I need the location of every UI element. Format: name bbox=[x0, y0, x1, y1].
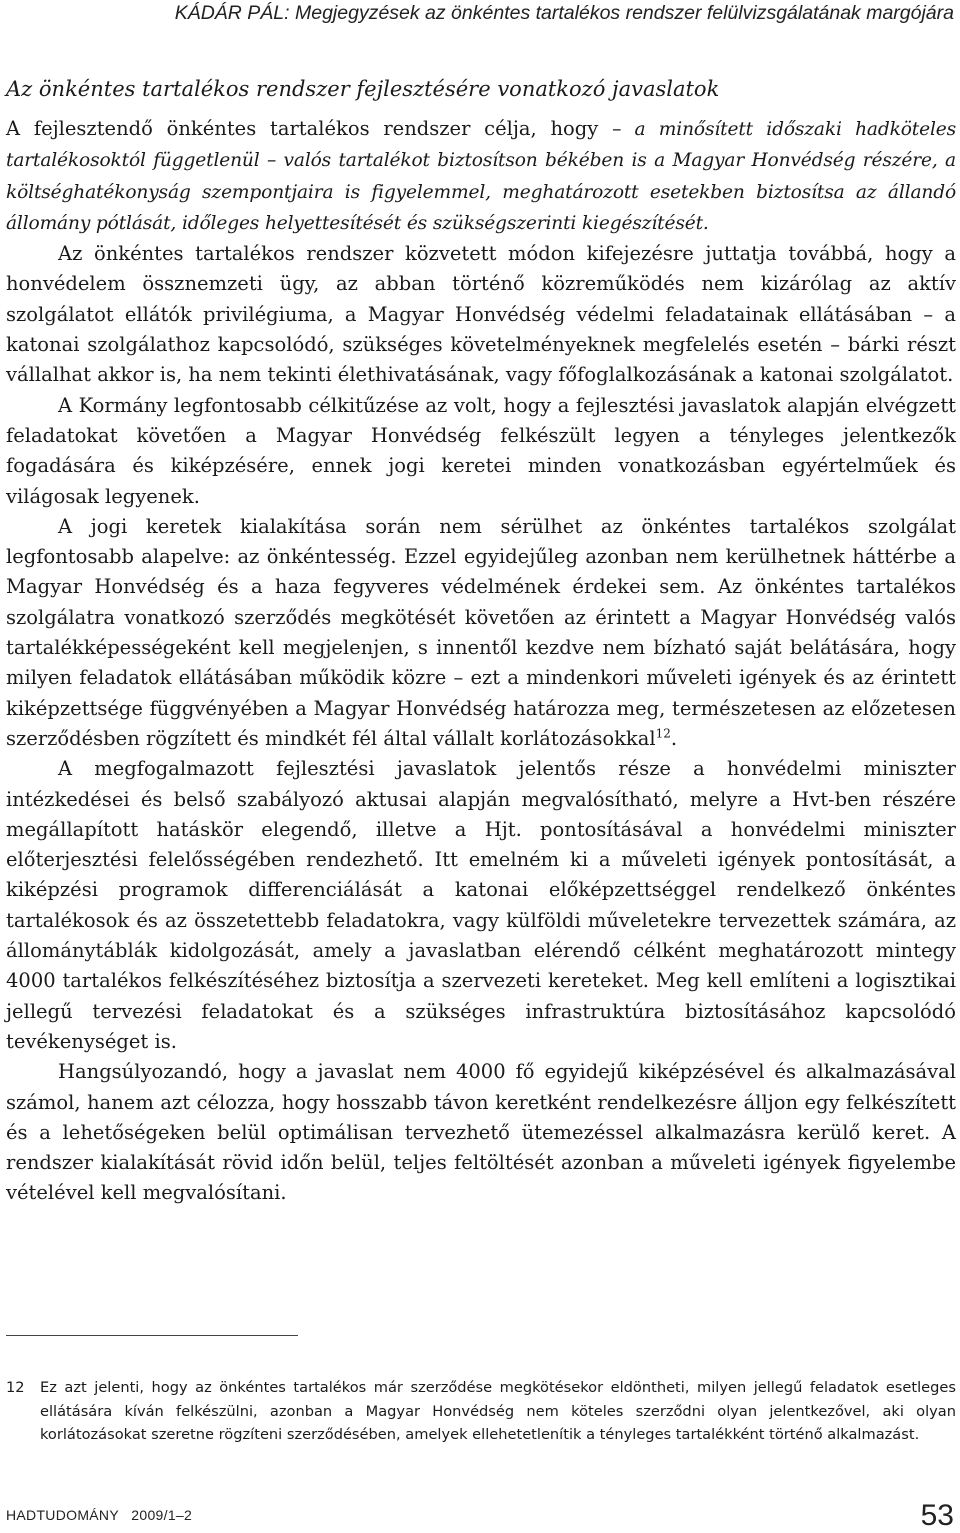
paragraph-3: A Kormány legfontosabb célkitűzése az volt, hogy a fejlesztési javaslatok alapján elvégzett feladatokat követően a Magyar Honvédség felkészült legyen a tényleges jelentkezők fogadására és kiképzésére, ennek jogi keretei minden vonatkozásban egyértelműek és világosak legyenek. bbox=[6, 393, 956, 508]
article-body bbox=[6, 74, 956, 1209]
paragraph-5: A megfogalmazott fejlesztési javaslatok jelentős része a honvédelmi miniszter intézkedései és belső szabályozó aktusai alapján megvalósítható, melyre a Hvt-ben részére megállapított hatáskör elegendő, illetve a Hjt. pontosításával a honvédelmi miniszter előterjesztési felelősségében rendezhető. Itt emelném ki a műveleti igények pontosítását, a kiképzési programok differenciálását a katonai előképzettséggel rendelkező önkéntes tartalékosok és az összetettebb feladatokra, vagy külföldi műveletekre tervezettek számára, az állománytáblák kidolgozását, amely a javaslatban elérendő célként meghatározott mintegy 4000 tartalékos felkészítéséhez biztosítja a szervezeti kereteket. Meg kell említeni a logisztikai jellegű tervezési feladatokat és a szükséges infrastruktúra biztosításához kapcsolódó tevékenységet is. bbox=[6, 757, 956, 1053]
footnote-divider bbox=[6, 1335, 298, 1336]
footnote-number: 12 bbox=[6, 1379, 25, 1396]
footnote-text: Ez azt jelenti, hogy az önkéntes tartalékos már szerződése megkötésekor eldöntheti, milyen jellegű feladatok esetleges ellátására kíván felkészülni, azonban a Magyar Honvédség nem köteles szerződni olyan jelentkezővel, aki olyan korlátozásokat szeretne rögzíteni szerződésében, amelyek ellehetetlenítik a tényleges tartalékként történő alkalmazást. bbox=[40, 1379, 956, 1443]
paragraph-1-lead: A fejlesztendő önkéntes tartalékos rendszer célja, hogy bbox=[6, 117, 613, 140]
paragraph-1-italic: – a minősített időszaki hadköteles tartalékosoktól függetlenül – valós tartalékot biztosítson békében is a Magyar Honvédség részére, a költséghatékonyság szempontjaira is figyelemmel, meghatározott esetekben biztosítsa az állandó állomány pótlását, időleges helyettesítését és szükségszerinti kiegészítését. bbox=[6, 119, 956, 234]
paragraph-6: Hangsúlyozandó, hogy a javaslat nem 4000 fő egyidejű kiképzésével és alkalmazásával számol, hanem azt célozza, hogy hosszabb távon keretként rendelkezésre álljon egy felkészített és a lehetőségeken belül optimálisan tervezhető ütemezéssel alkalmazásra kerülő keret. A rendszer kialakítását rövid időn belül, teljes feltöltését azonban a műveleti igények figyelembe vételével kell megvalósítani. bbox=[6, 1060, 956, 1205]
page-footer bbox=[6, 1487, 954, 1532]
paragraph-4-end: . bbox=[670, 726, 678, 750]
paragraph-4 bbox=[6, 512, 956, 754]
paragraph-2: Az önkéntes tartalékos rendszer közvetett módon kifejezésre juttatja továbbá, hogy a honvédelem össznemzeti ügy, az abban történő közreműködés nem kizárólag az aktív szolgálatot ellátók privilégiuma, a Magyar Honvédség védelmi feladatainak ellátásában – a katonai szolgálathoz kapcsolódó, szükséges követelményeknek megfelelés esetén – bárki részt vállalhat akkor is, ha nem tekinti élethivatásának, vagy főfoglalkozásának a katonai szolgálatot. bbox=[6, 242, 956, 387]
footnote-reference[interactable]: 12 bbox=[655, 726, 671, 741]
section-title: Az önkéntes tartalékos rendszer fejlesztésére vonatkozó javaslatok bbox=[6, 77, 720, 101]
running-head: KÁDÁR PÁL: Megjegyzések az önkéntes tartalékos rendszer felülvizsgálatának margójára bbox=[174, 2, 954, 24]
paragraph-1 bbox=[6, 114, 956, 239]
footnote bbox=[6, 1376, 956, 1447]
page-number: 53 bbox=[920, 1499, 954, 1532]
paragraph-4-text: A jogi keretek kialakítása során nem sérülhet az önkéntes tartalékos szolgálat legfontosabb alapelve: az önkéntesség. Ezzel egyidejűleg azonban nem kerülhetnek háttérbe a Magyar Honvédség és a haza fegyveres védelmének érdekei sem. Az önkéntes tartalékos szolgálatra vonatkozó szerződés megkötését követően az érintett a Magyar Honvédség valós tartalékképességeként kell megjelenjen, s innentől kezdve nem bízható saját belátására, hogy milyen feladatok ellátásában működik közre – ezt a mindenkori műveleti igények és az érintett kiképzettsége függvényében a Magyar Honvédség határozza meg, természetesen az előzetesen szerződésben rögzített és mindkét fél által vállalt korlátozásokkal bbox=[6, 514, 956, 750]
journal-name: HADTUDOMÁNY 2009/1–2 bbox=[6, 1507, 193, 1523]
